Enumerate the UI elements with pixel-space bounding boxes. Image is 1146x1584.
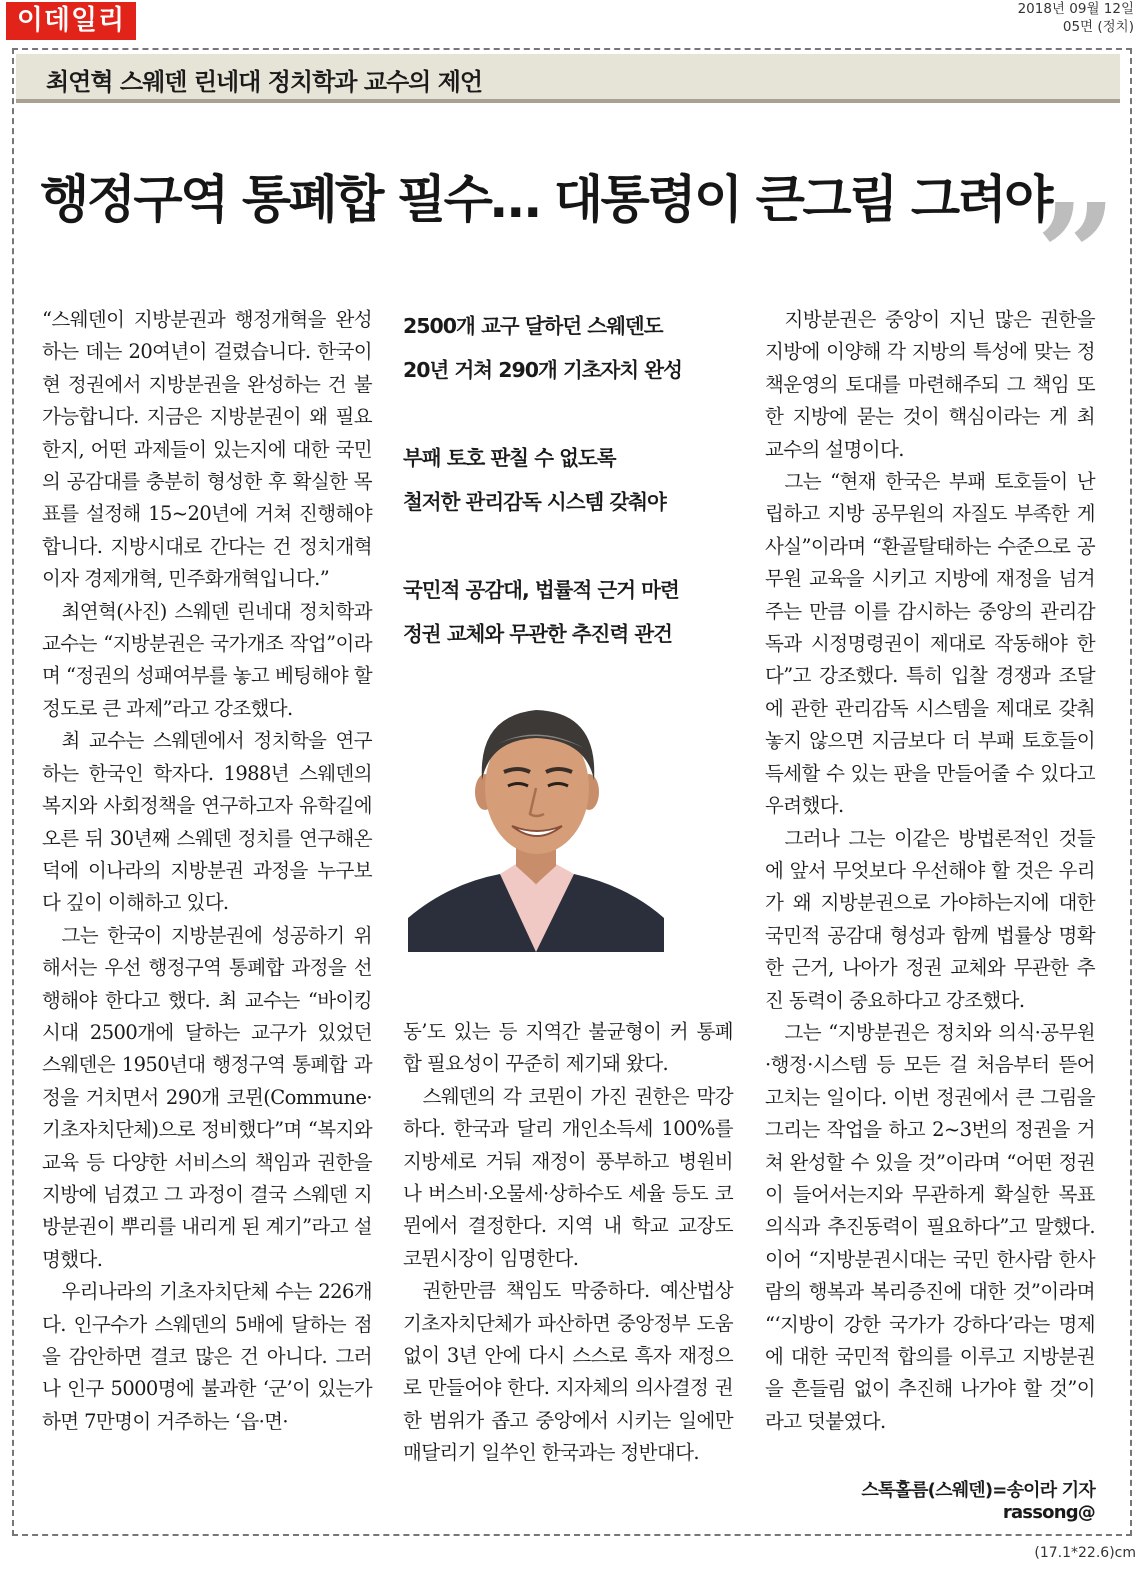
paragraph: 우리나라의 기초자치단체 수는 226개다. 인구수가 스웨덴의 5배에 달하는 점을 감안하면 결코 많은 건 아니다. 그러나 인구 5000명에 불과한 ‘군’이 있는가 하면 7만명이 거주하는 ‘읍·면· [42,1280,372,1433]
subhead-line: 국민적 공감대, 법률적 근거 마련 [403,578,679,602]
subhead-line: 2500개 교구 달하던 스웨덴도 [403,314,663,338]
body-column-3 [765,304,1095,1438]
paragraph: 최 교수는 스웨덴에서 정치학을 연구하는 한국인 학자다. 1988년 스웨덴의 복지와 사회정책을 연구하고자 유학길에 오른 뒤 30년째 스웨덴 정치를 연구해온 덕에 이나라의 지방분권 과정을 누구보다 깊이 이해하고 있다. [42,729,372,915]
paragraph: 지방분권은 중앙이 지닌 많은 권한을 지방에 이양해 각 지방의 특성에 맞는 정책운영의 토대를 마련해주되 그 책임 또한 지방에 묻는 것이 핵심이라는 게 최 교수의 설명이다. [765,308,1095,461]
paragraph: 그는 “지방분권은 정치와 의식·공무원·행정·시스템 등 모든 걸 처음부터 뜯어고치는 일이다. 이번 정권에서 큰 그림을 그리는 작업을 하고 2~3번의 정권을 거쳐 완성할 수 있을 것”이라며 “어떤 정권이 들어서는지와 무관하게 확실한 목표의식과 추진동력이 필요하다”고 말했다. 이어 “지방분권시대는 국민 한사람 한사람의 행복과 복리증진에 대한 것”이라며 “‘지방이 강한 국가가 강하다’라는 명제에 대한 국민적 합의를 이루고 지방분권을 흔들림 없이 추진해 나가야 할 것”이라고 덧붙였다. [765,1020,1095,1433]
paragraph: 그는 한국이 지방분권에 성공하기 위해서는 우선 행정구역 통폐합 과정을 선행해야 한다고 했다. 최 교수는 “바이킹 시대 2500개에 달하는 교구가 있었던 스웨덴은 1950년대 행정구역 통폐합 과정을 거치면서 290개 코뮌(Commune·기초자치단체)으로 정비했다”며 “복지와 교육 등 다양한 서비스의 책임과 권한을 지방에 넘겼고 그 과정이 결국 스웨덴 지방분권이 뿌리를 내리게 된 계기”라고 설명했다. [42,923,372,1271]
closing-quote-icon: ” [1036,174,1117,338]
subhead-group [403,304,743,392]
publication-date: 2018년 09월 12일 [1017,1,1134,17]
body-column-1 [42,304,372,1438]
paragraph: 최연혁(사진) 스웨덴 린네대 정치학과 교수는 “지방분권은 국가개조 작업”이라며 “정권의 성패여부를 놓고 베팅해야 할 정도로 큰 과제”라고 강조했다. [42,599,372,720]
subhead-group [403,436,743,524]
portrait-photo [408,696,664,952]
paragraph: 권한만큼 책임도 막중하다. 예산법상 기초자치단체가 파산하면 중앙정부 도움 없이 3년 안에 다시 스스로 흑자 재정으로 만들어야 한다. 지자체의 의사결정 권한 범위가 좁고 중앙에서 시키는 일에만 매달리기 일쑤인 한국과는 정반대다. [403,1279,733,1465]
paragraph: 스웨덴의 각 코뮌이 가진 권한은 막강하다. 한국과 달리 개인소득세 100%를 지방세로 거둬 재정이 풍부하고 병원비나 버스비·오물세·상하수도 세율 등도 코뮌에서 결정한다. 지역 내 학교 교장도 코뮌시장이 임명한다. [403,1084,733,1270]
paragraph: 동’도 있는 등 지역간 불균형이 커 통폐합 필요성이 꾸준히 제기돼 왔다. [403,1020,733,1076]
publication-logo: 이데일리 [6,2,136,40]
headline: 행정구역 통폐합 필수… 대통령이 큰그림 그려야 [40,171,1051,230]
paragraph: “스웨덴이 지방분권과 행정개혁을 완성하는 데는 20여년이 걸렸습니다. 한국이 현 정권에서 지방분권을 완성하는 건 불가능합니다. 지금은 지방분권이 왜 필요한지, 어떤 과제들이 있는지에 대한 국민의 공감대를 충분히 형성한 후 확실한 목표를 설정해 15~20년에 거쳐 진행해야 합니다. 지방시대로 간다는 건 정치개혁이자 경제개혁, 민주화개혁입니다.” [42,308,372,591]
subhead-line: 정권 교체와 무관한 추진력 관건 [403,622,672,646]
subheads [403,304,743,700]
size-note: (17.1*22.6)cm [1034,1545,1136,1561]
publication-meta [1018,0,1134,36]
subhead-line: 20년 거쳐 290개 기초자치 완성 [403,358,682,382]
body-column-2 [403,1016,733,1470]
paragraph: 그는 “현재 한국은 부패 토호들이 난립하고 지방 공무원의 자질도 부족한 게 사실”이라며 “환골탈태하는 수준으로 공무원 교육을 시키고 지방에 재정을 넘겨주는 만큼 이를 감시하는 중앙의 관리감독과 시정명령권이 제대로 작동해야 한다”고 강조했다. 특히 입찰 경쟁과 조달에 관한 관리감독 시스템을 제대로 갖춰놓지 않으면 지금보다 더 부패 토호들이 득세할 수 있는 판을 만들어줄 수 있다고 우려했다. [765,470,1095,818]
subhead-line: 부패 토호 판칠 수 없도록 [403,446,616,470]
page-section: 05면 (정치) [1062,19,1134,35]
subhead-group [403,568,743,656]
series-title: 최연혁 스웨덴 린네대 정치학과 교수의 제언 [46,68,483,96]
series-bar [16,54,1120,103]
subhead-line: 철저한 관리감독 시스템 갖춰야 [403,490,666,514]
paragraph: 그러나 그는 이같은 방법론적인 것들에 앞서 무엇보다 우선해야 할 것은 우리가 왜 지방분권으로 가야하는지에 대한 국민적 공감대 형성과 함께 법률상 명확한 근거, 나아가 정권 교체와 무관한 추진 동력이 중요하다고 강조했다. [765,826,1095,1012]
byline: 스톡홀름(스웨덴)=송이라 기자 rassong@ [861,1480,1095,1523]
